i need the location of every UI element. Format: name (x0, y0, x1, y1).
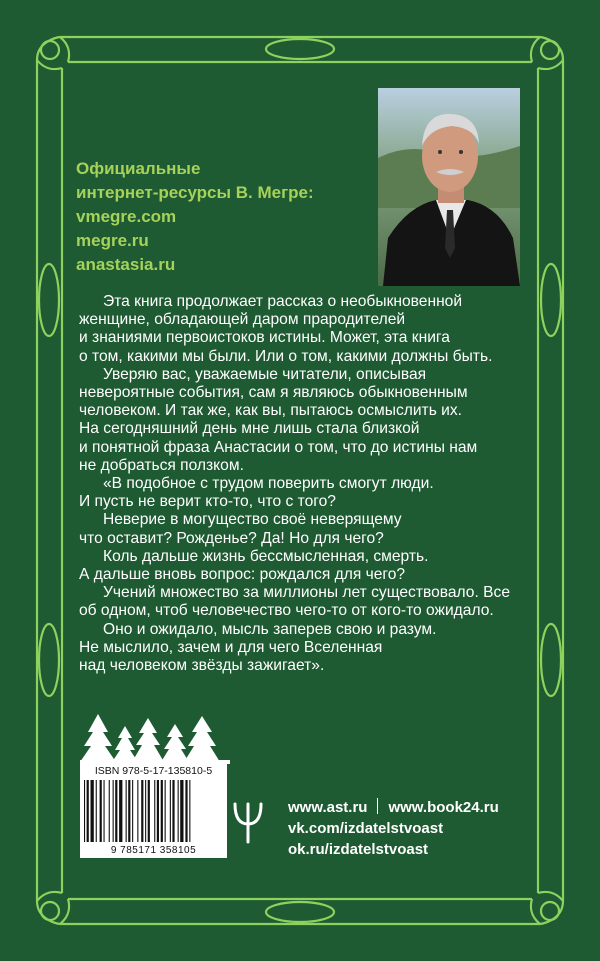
text-line: На сегодняшний день мне лишь стала близкой (79, 420, 420, 438)
poem-line: Учений множество за миллионы лет существовало. Все (103, 584, 511, 602)
poem-line: об одном, чтоб человечество чего-то от кого-то ожидало. (79, 602, 494, 620)
poem-line: И пусть не верит кто-то, что с того? (79, 493, 336, 511)
link-book24[interactable]: www.book24.ru (388, 799, 499, 816)
book-description (79, 293, 534, 675)
poem-line: что оставит? Рожденье? Да! Но для чего? (79, 529, 384, 547)
text-line: и знаниями первоистоков истины. Может, эта книга (79, 329, 450, 347)
poem-line: А дальше вновь вопрос: рождался для чего? (79, 566, 406, 584)
text-line: не добраться ползком. (79, 456, 244, 474)
poem-line: Оно и ожидало, мысль заперев свою и разум. (103, 620, 437, 638)
link-separator (377, 798, 378, 814)
site-link-vmegre[interactable]: vmegre.com (76, 207, 177, 226)
text-line: о том, какими мы были. Или о том, какими должны быть. (79, 347, 493, 365)
poem-line: Коль дальше жизнь бессмысленная, смерть. (103, 547, 429, 565)
psi-icon (232, 800, 264, 844)
author-photo (378, 88, 520, 286)
pine-trees-icon (80, 712, 230, 764)
text-line: невероятные события, сам я являюсь обыкновенным (79, 384, 468, 402)
barcode-bars (84, 780, 223, 842)
poem-line: Неверие в могущество своё неверящему (103, 511, 402, 529)
publisher-links (288, 797, 499, 860)
isbn-barcode (80, 762, 227, 858)
text-line: Уверяю вас, уважаемые читатели, описывая (103, 365, 427, 383)
site-link-megre[interactable]: megre.ru (76, 231, 149, 250)
link-ok[interactable]: ok.ru/izdatelstvoast (288, 841, 429, 858)
official-resources-block (76, 157, 314, 277)
link-ast[interactable]: www.ast.ru (288, 799, 368, 816)
link-vk[interactable]: vk.com/izdatelstvoast (288, 820, 444, 837)
text-line: Эта книга продолжает рассказ о необыкновенной (103, 293, 463, 310)
poem-line: над человеком звёзды зажигает». (79, 657, 325, 675)
text-line: человеком. И так же, как вы, пытаюсь осмыслить их. (79, 402, 462, 420)
info-heading-line1: Официальные (76, 159, 201, 178)
poem-line: «В подобное с трудом поверить смогут люди. (103, 475, 434, 493)
barcode-digits: 9 785171 358105 (110, 845, 197, 856)
isbn-number: ISBN 978-5-17-135810-5 (94, 765, 213, 777)
text-line: и понятной фраза Анастасии о том, что до истины нам (79, 438, 478, 456)
text-line: женщине, обладающей даром прародителей (79, 311, 406, 329)
poem-line: Не мыслило, зачем и для чего Вселенная (79, 638, 383, 656)
site-link-anastasia[interactable]: anastasia.ru (76, 255, 176, 274)
info-heading-line2: интернет-ресурсы В. Мегре: (76, 183, 314, 202)
